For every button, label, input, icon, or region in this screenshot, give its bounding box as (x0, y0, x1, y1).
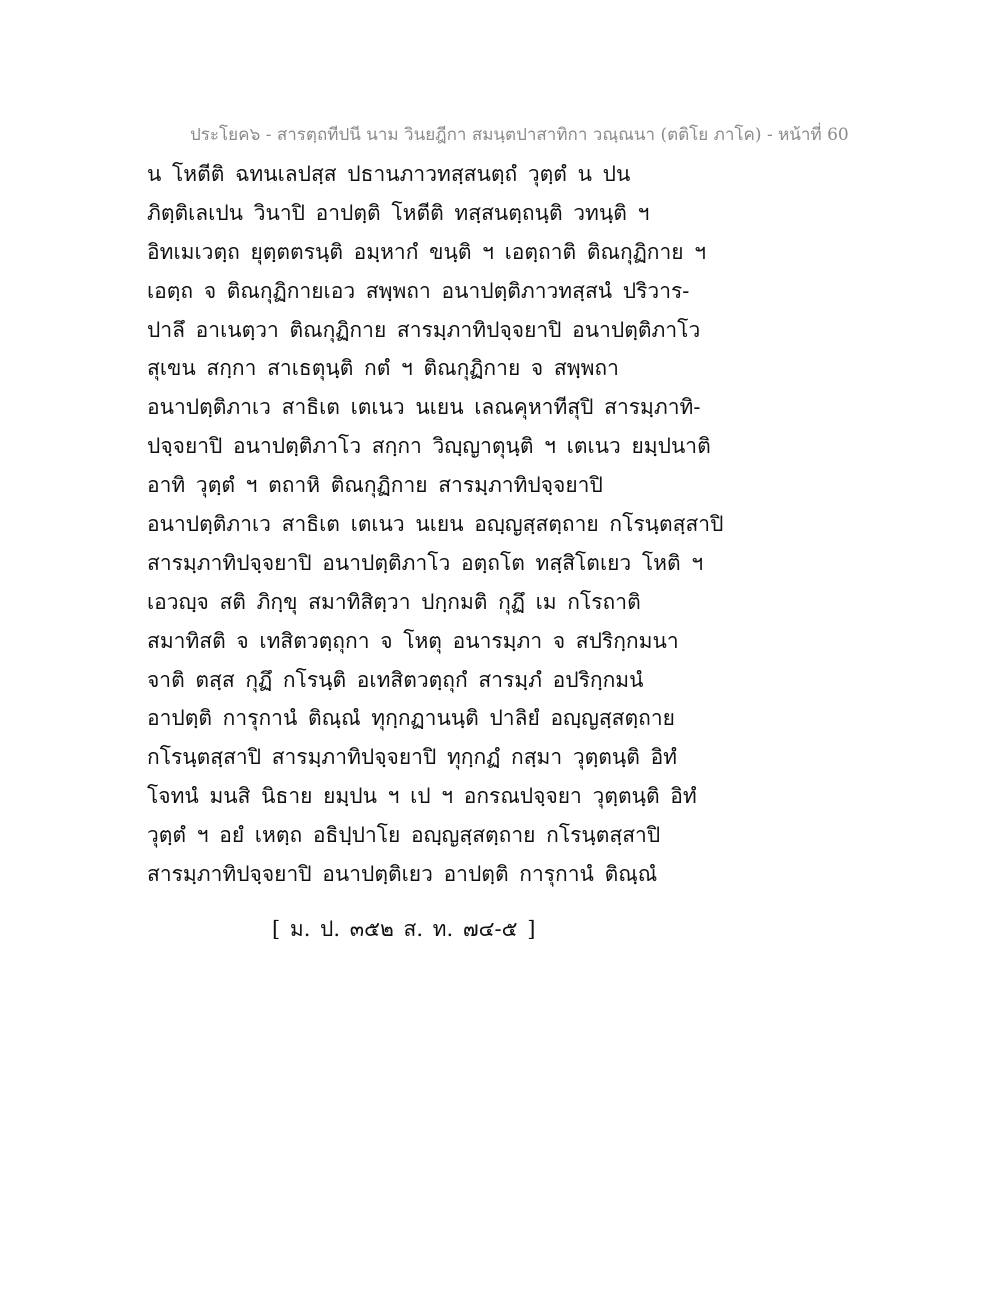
text-line: เอตฺถ จ ติณกุฏิกายเอว สพฺพถา อนาปตฺติภาวทสฺสนํ ปริวาร- (147, 278, 690, 303)
text-line: เอวญฺจ สติ ภิกฺขุ สมาทิสิตฺวา ปกฺกมติ กุฏึ เม กโรถาติ (147, 589, 641, 614)
text-line: อาปตฺติ การุกานํ ติณฺณํ ทุกฺกฏานนฺติ ปาลิยํ อญฺญสฺสตฺถาย (147, 706, 675, 731)
text-line: ปจฺจยาปิ อนาปตฺติภาโว สกฺกา วิญฺญาตุนฺติ ฯ เตเนว ยมฺปนาติ (147, 434, 711, 459)
text-line: สารมฺภาทิปจฺจยาปิ อนาปตฺติเยว อาปตฺติ การุกานํ ติณฺณํ (147, 862, 658, 887)
text-line: อนาปตฺติภาเว สาธิเต เตเนว นเยน อญฺญสฺสตฺถาย กโรนฺตสฺสาปิ (147, 512, 724, 537)
text-line: สมาทิสติ จ เทสิตวตฺถุกา จ โหตุ อนารมฺภา จ สปริกฺกมนา (147, 628, 679, 653)
text-line: สุเขน สกฺกา สาเธตุนฺติ กตํ ฯ ติณกุฏิกาย จ สพฺพถา (147, 356, 619, 381)
text-line: น โหตีติ ฉทนเลปสฺส ปธานภาวทสฺสนตฺถํ วุตฺตํ น ปน (147, 162, 631, 186)
running-header: ประโยค๖ - สารตฺถทีปนี นาม วินยฎีกา สมนฺตปาสาทิกา วณฺณนา (ตติโย ภาโค) - หน้าที่ 60 (190, 125, 849, 145)
text-line: กโรนฺตสฺสาปิ สารมฺภาทิปจฺจยาปิ ทุกฺกฏํ กสฺมา วุตฺตนฺติ อิทํ (147, 745, 678, 770)
text-line: อิทเมเวตฺถ ยุตฺตตรนฺติ อมฺหากํ ขนฺติ ฯ เอตฺถาติ ติณกุฏิกาย ฯ (147, 239, 707, 264)
text-line: อาทิ วุตฺตํ ฯ ตถาหิ ติณกุฏิกาย สารมฺภาทิปจฺจยาปิ (147, 473, 603, 498)
text-line: อนาปตฺติภาเว สาธิเต เตเนว นเยน เลณคุหาทีสุปิ สารมฺภาทิ- (147, 395, 701, 420)
text-line: โจทนํ มนสิ นิธาย ยมฺปน ฯ เป ฯ อกรณปจฺจยา วุตฺตนฺติ อิทํ (147, 784, 697, 809)
body-text (147, 158, 724, 897)
text-line: จาติ ตสฺส กุฏึ กโรนฺติ อเทสิตวตฺถุกํ สารมฺภํ อปริกฺกมนํ (147, 667, 644, 692)
text-line: ภิตฺติเลเปน วินาปิ อาปตฺติ โหตีติ ทสฺสนตฺถนฺติ วทนฺติ ฯ (147, 200, 650, 225)
text-line: วุตฺตํ ฯ อยํ เหตฺถ อธิปฺปาโย อญฺญสฺสตฺถาย กโรนฺตสฺสาปิ (147, 823, 661, 848)
text-line: สารมฺภาทิปจฺจยาปิ อนาปตฺติภาโว อตฺถโต ทสฺสิโตเยว โหติ ฯ (147, 550, 704, 575)
text-line: ปาลึ อาเนตฺวา ติณกุฏิกาย สารมฺภาทิปจฺจยาปิ อนาปตฺติภาโว (147, 317, 701, 342)
citation-reference: [ ม. ป. ๓๕๒ ส. ท. ๗๔-๕ ] (272, 917, 536, 941)
